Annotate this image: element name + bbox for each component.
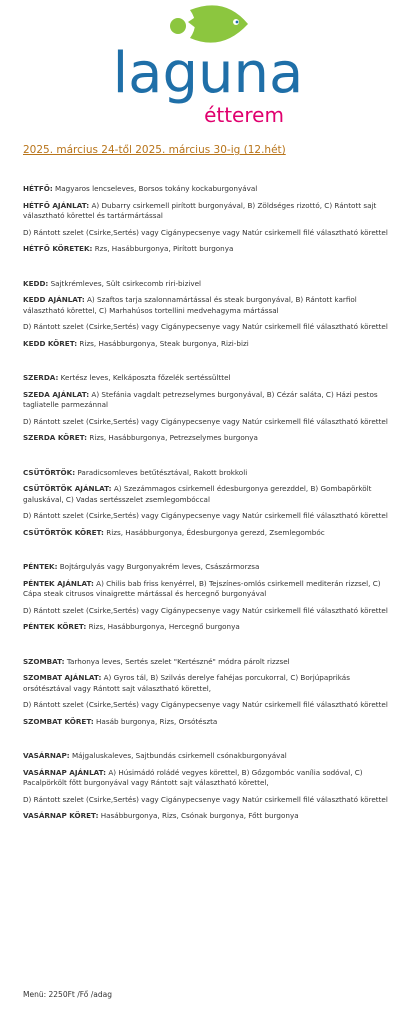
day-soup [23, 751, 395, 762]
week-title: 2025. március 24-től 2025. március 30-ig (12.hét) [23, 144, 286, 156]
day-sides-label: SZOMBAT KÖRET: [23, 716, 94, 726]
day-offer [23, 295, 395, 316]
day-offer [23, 390, 395, 411]
day-soup-label: SZOMBAT: [23, 656, 65, 666]
section-spacer [23, 733, 395, 751]
day-offer [23, 201, 395, 222]
day-sides [23, 622, 395, 633]
day-fixed-offer-text: D) Rántott szelet (Csirke,Sertés) vagy Cigánypecsenye vagy Natúr csirkemell filé választható körettel [23, 511, 388, 520]
day-fixed-offer-text: D) Rántott szelet (Csirke,Sertés) vagy Cigánypecsenye vagy Natúr csirkemell filé választható körettel [23, 227, 388, 237]
day-fixed-offer [23, 700, 395, 711]
section-spacer [23, 450, 395, 468]
day-soup-label: SZERDA: [23, 373, 59, 382]
day-offer [23, 579, 395, 600]
day-sides-label: CSÜTÖRTÖK KÖRET: [23, 527, 104, 537]
day-soup-text: Paradicsomleves betűtésztával, Rakott brokkoli [77, 467, 248, 477]
day-offer-text: A) Gyros tál, B) Szilvás derelye fahéjas porcukorral, C) Borjúpaprikás orsótésztával vagy Rántott sajt választható körettel, [23, 673, 350, 693]
section-spacer [23, 639, 395, 657]
day-soup-text: Kertész leves, Kelkáposzta főzelék sertéssülttel [60, 373, 231, 382]
day-sides-label: HÉTFŐ KÖRETEK: [23, 244, 93, 253]
day-soup [23, 562, 395, 573]
day-sides-label: PÉNTEK KÖRET: [23, 622, 87, 631]
day-offer [23, 484, 395, 505]
day-sides [23, 717, 395, 728]
day-soup [23, 657, 395, 668]
day-sides-label: VASÁRNAP KÖRET: [23, 811, 99, 820]
day-fixed-offer [23, 606, 395, 617]
day-offer-text: A) Dubarry csirkemell pirított burgonyával, B) Zöldséges rizottó, C) Rántott sajt választható körettel és tartármártással [23, 200, 377, 220]
day-offer-text: A) Chilis bab friss kenyérrel, B) Tejszínes-omlós csirkemell mediterán rizzsel, C) Cápa steak citrusos vinaigrette mártással és hercegnő burgonyával [23, 578, 381, 598]
day-offer [23, 673, 395, 694]
menu-price: Menü: 2250Ft /Fő /adag [23, 990, 113, 999]
day-soup-text: Bojtárgulyás vagy Burgonyakrém leves, Császármorzsa [59, 562, 260, 571]
day-fixed-offer-text: D) Rántott szelet (Csirke,Sertés) vagy Cigánypecsenye vagy Natúr csirkemell filé választható körettel [23, 322, 388, 331]
day-offer-label: CSÜTÖRTÖK AJÁNLAT: [23, 484, 112, 493]
day-offer-label: KEDD AJÁNLAT: [23, 295, 85, 304]
day-section [23, 751, 395, 822]
day-fixed-offer-text: D) Rántott szelet (Csirke,Sertés) vagy Cigánypecsenye vagy Natúr csirkemell filé választható körettel [23, 605, 388, 615]
day-soup-label: VASÁRNAP: [23, 751, 70, 760]
day-soup [23, 184, 395, 195]
day-soup-text: Sajtkrémleves, Sült csirkecomb riri-bizivel [50, 278, 202, 288]
day-fixed-offer [23, 795, 395, 806]
day-sides-text: Rizs, Hasábburgonya, Steak burgonya, Rizi-bizi [79, 338, 249, 348]
restaurant-logo [0, 0, 416, 128]
section-spacer [23, 355, 395, 373]
day-offer-label: PÉNTEK AJÁNLAT: [23, 578, 94, 588]
day-offer-label: VASÁRNAP AJÁNLAT: [23, 767, 107, 777]
day-section [23, 562, 395, 633]
day-soup-label: KEDD: [23, 278, 49, 288]
day-sides [23, 528, 395, 539]
day-soup-label: HÉTFŐ: [23, 184, 53, 193]
day-fixed-offer [23, 322, 395, 333]
day-sides-text: Hasábburgonya, Rizs, Csónak burgonya, Főtt burgonya [100, 811, 299, 820]
day-sides-label: KEDD KÖRET: [23, 338, 78, 348]
day-offer [23, 768, 395, 789]
logo-graphic [0, 0, 416, 128]
day-offer-text: A) Szaftos tarja szalonnamártással és steak burgonyával, B) Rántott karfiol választható körettel, C) Marhahúsos tortellini medvehagyma mártással [23, 295, 357, 315]
day-soup [23, 279, 395, 290]
day-soup [23, 468, 395, 479]
day-sides-text: Rzs, Hasábburgonya, Pirított burgonya [94, 244, 234, 253]
day-sides-text: Hasáb burgonya, Rizs, Orsótészta [96, 716, 218, 726]
day-fixed-offer-text: D) Rántott szelet (Csirke,Sertés) vagy Cigánypecsenye vagy Natúr csirkemell filé választható körettel [23, 416, 388, 426]
day-soup-text: Magyaros lencseleves, Borsos tokány kockaburgonyával [55, 184, 258, 193]
day-offer-label: SZEDA AJÁNLAT: [23, 389, 90, 399]
day-sides [23, 433, 395, 444]
fish-icon [170, 5, 248, 42]
day-section [23, 657, 395, 728]
day-fixed-offer [23, 417, 395, 428]
day-fixed-offer-text: D) Rántott szelet (Csirke,Sertés) vagy Cigánypecsenye vagy Natúr csirkemell filé választható körettel [23, 794, 388, 804]
day-sides-text: Rizs, Hasábburgonya, Hercegnő burgonya [88, 622, 240, 631]
day-soup-text: Tarhonya leves, Sertés szelet "Kertészné" módra párolt rizzsel [66, 656, 290, 666]
day-soup [23, 373, 395, 384]
day-sides-text: Rizs, Hasábburgonya, Petrezselymes burgonya [89, 433, 258, 442]
day-sides-label: SZERDA KÖRET: [23, 433, 88, 442]
day-sides [23, 811, 395, 822]
day-sides [23, 339, 395, 350]
day-section [23, 184, 395, 255]
day-fixed-offer [23, 228, 395, 239]
day-offer-text: A) Stefánia vagdalt petrezselymes burgonyával, B) Cézár saláta, C) Házi pestos tagliatelle parmezánnal [23, 389, 378, 409]
day-offer-text: A) Húsimádó roládé vegyes körettel, B) Gőzgombóc vanília sodóval, C) Pacalpörkölt főtt burgonyával vagy Rántott sajt választható körettel, [23, 767, 363, 787]
day-section [23, 468, 395, 539]
day-soup-label: PÉNTEK: [23, 562, 58, 571]
day-soup-label: CSÜTÖRTÖK: [23, 467, 76, 477]
brand-subtitle: étterem [204, 103, 284, 127]
day-soup-text: Májgaluskaleves, Sajtbundás csirkemell csónakburgonyával [71, 751, 287, 760]
day-section [23, 279, 395, 350]
section-spacer [23, 544, 395, 562]
day-fixed-offer [23, 511, 395, 522]
day-offer-label: HÉTFŐ AJÁNLAT: [23, 200, 90, 210]
day-sides [23, 244, 395, 255]
day-fixed-offer-text: D) Rántott szelet (Csirke,Sertés) vagy Cigánypecsenye vagy Natúr csirkemell filé választható körettel [23, 700, 388, 709]
day-section [23, 373, 395, 444]
day-offer-label: SZOMBAT AJÁNLAT: [23, 673, 102, 682]
brand-name: laguna [112, 41, 304, 106]
weekly-menu [23, 184, 395, 828]
day-sides-text: Rizs, Hasábburgonya, Édesburgonya gerezd, Zsemlegombóc [106, 527, 325, 537]
day-offer-text: A) Szezámmagos csirkemell édesburgonya gerezddel, B) Gombapörkölt galuskával, C) Vadas sertésszelet zsemlegombóccal [23, 484, 372, 504]
section-spacer [23, 261, 395, 279]
